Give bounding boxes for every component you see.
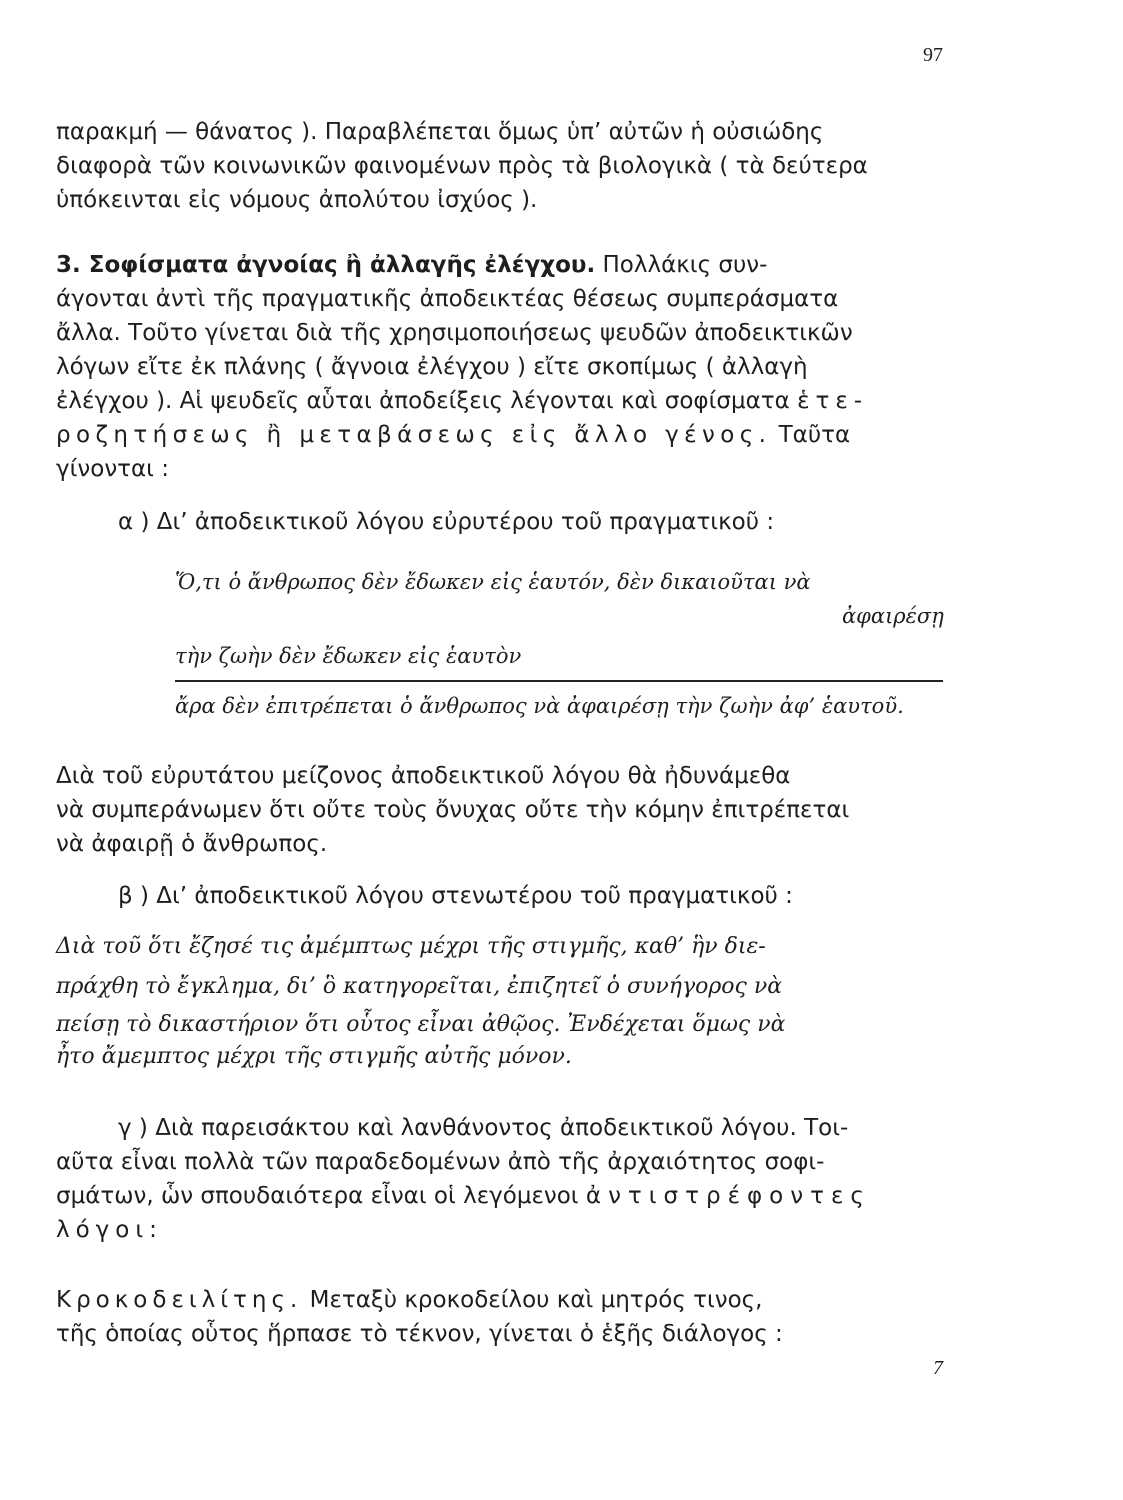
case-c-line2: αῦτα εἶναι πολλὰ τῶν παραδεδομένων ἀπὸ τῆς ἀρχαιότητος σοφι- [56, 1149, 825, 1175]
case-a-comment-line3: νὰ ἀφαιρῇ ὁ ἄνθρωπος. [56, 831, 328, 857]
crocodile-line2: τῆς ὁποίας οὗτος ἥρπασε τὸ τέκνον, γίνεται ὁ ἑξῆς διάλογος : [56, 1321, 783, 1347]
section3-line6-rest: Ταῦτα [778, 422, 851, 448]
syllogism-premise2: τὴν ζωὴν δὲν ἔδωκεν εἰς ἑαυτὸν [175, 644, 522, 668]
case-c-line4 [56, 1214, 944, 1247]
case-c-line3 [56, 1180, 944, 1213]
case-c-line3-spaced: ἀντιστρέφοντες [585, 1183, 871, 1209]
section3-line2: άγονται ἀντὶ τῆς πραγματικῆς ἀποδεικτέας θέσεως συμπεράσματα [56, 286, 839, 312]
section3-line3: ἄλλα. Τοῦτο γίνεται διὰ τῆς χρησιμοποιήσεως ψευδῶν ἀποδεικτικῶν [56, 320, 853, 346]
crocodile-line1-rest: Μεταξὺ κροκοδείλου καὶ μητρός τινος, [309, 1287, 763, 1313]
case-a-label: α ) Δι’ ἀποδεικτικοῦ λόγου εὐρυτέρου τοῦ πραγματικοῦ : [118, 509, 775, 535]
case-b-line1: Διὰ τοῦ ὅτι ἔζησέ τις ἀμέμπτως μέχρι τῆς στιγμῆς, καθ’ ἣν διε- [56, 934, 766, 959]
section-heading: 3. Σοφίσματα ἀγνοίας ἢ ἀλλαγῆς ἐλέγχου. [56, 252, 596, 278]
section3-line7: γίνονται : [56, 456, 170, 482]
section3-line5 [56, 385, 944, 418]
section3-line5-spaced: ἑτε- [797, 388, 869, 414]
case-a-comment-line2: νὰ συμπεράνωμεν ὅτι οὔτε τοὺς ὄνυχας οὔτε τὴν κόμην ἐπιτρέπεται [56, 797, 850, 823]
section3-line1 [56, 249, 944, 282]
case-c-line3-text: σμάτων, ὧν σπουδαιότερα εἶναι οἱ λεγόμενοι [56, 1183, 579, 1209]
syllogism-premise1: Ὅ,τι ὁ ἄνθρωπος δὲν ἔδωκεν εἰς ἑαυτόν, δὲν δικαιοῦται νὰ [175, 570, 811, 594]
para1-line3: ὑπόκεινται εἰς νόμους ἀπολύτου ἰσχύος ). [56, 187, 538, 213]
section3-line1-rest: Πολλάκις συν- [602, 252, 768, 278]
signature-mark: 7 [933, 1357, 943, 1379]
crocodile-name: Κροκοδειλίτης. [56, 1287, 303, 1313]
section3-line6 [56, 419, 944, 452]
case-c-line4-spaced: λόγοι: [56, 1217, 163, 1243]
section3-line5-text: ἐλέγχου ). Αἱ ψευδεῖς αὗται ἀποδείξεις λέγονται καὶ σοφίσματα [56, 388, 790, 414]
section3-line6-spaced: ροζητήσεως ἢ μεταβάσεως εἰς ἄλλο γένος. [56, 422, 772, 448]
syllogism-conclusion: ἄρα δὲν ἐπιτρέπεται ὁ ἄνθρωπος νὰ ἀφαιρέσῃ τὴν ζωὴν ἀφ’ ἑαυτοῦ. [175, 694, 904, 718]
syllogism-premise1-cont: ἀφαιρέσῃ [842, 604, 944, 628]
case-c-line1: γ ) Διὰ παρεισάκτου καὶ λανθάνοντος ἀποδεικτικοῦ λόγου. Τοι- [118, 1115, 849, 1141]
para1-line1: παρακμή — θάνατος ). Παραβλέπεται ὅμως ὑπ’ αὐτῶν ἡ οὐσιώδης [56, 119, 824, 145]
case-b-line4: ἦτο ἄμεμπτος μέχρι τῆς στιγμῆς αὐτῆς μόνον. [56, 1044, 572, 1069]
page-number: 97 [923, 44, 943, 66]
para1-line2: διαφορὰ τῶν κοινωνικῶν φαινομένων πρὸς τὰ βιολογικὰ ( τὰ δεύτερα [56, 153, 868, 179]
crocodile-line1 [56, 1284, 944, 1317]
case-b-line2: πράχθη τὸ ἔγκλημα, δι’ ὃ κατηγορεῖται, ἐπιζητεῖ ὁ συνήγορος νὰ [56, 974, 783, 999]
case-a-comment-line1: Διὰ τοῦ εὐρυτάτου μείζονος ἀποδεικτικοῦ λόγου θὰ ἠδυνάμεθα [56, 763, 791, 789]
case-b-label: β ) Δι’ ἀποδεικτικοῦ λόγου στενωτέρου τοῦ πραγματικοῦ : [118, 883, 793, 909]
case-b-line3: πείσῃ τὸ δικαστήριον ὅτι οὗτος εἶναι ἀθῷος. Ἐνδέχεται ὅμως νὰ [56, 1012, 786, 1037]
section3-line4: λόγων εἴτε ἐκ πλάνης ( ἄγνοια ἐλέγχου ) εἴτε σκοπίμως ( ἀλλαγὴ [56, 354, 808, 380]
syllogism-rule [175, 680, 943, 682]
